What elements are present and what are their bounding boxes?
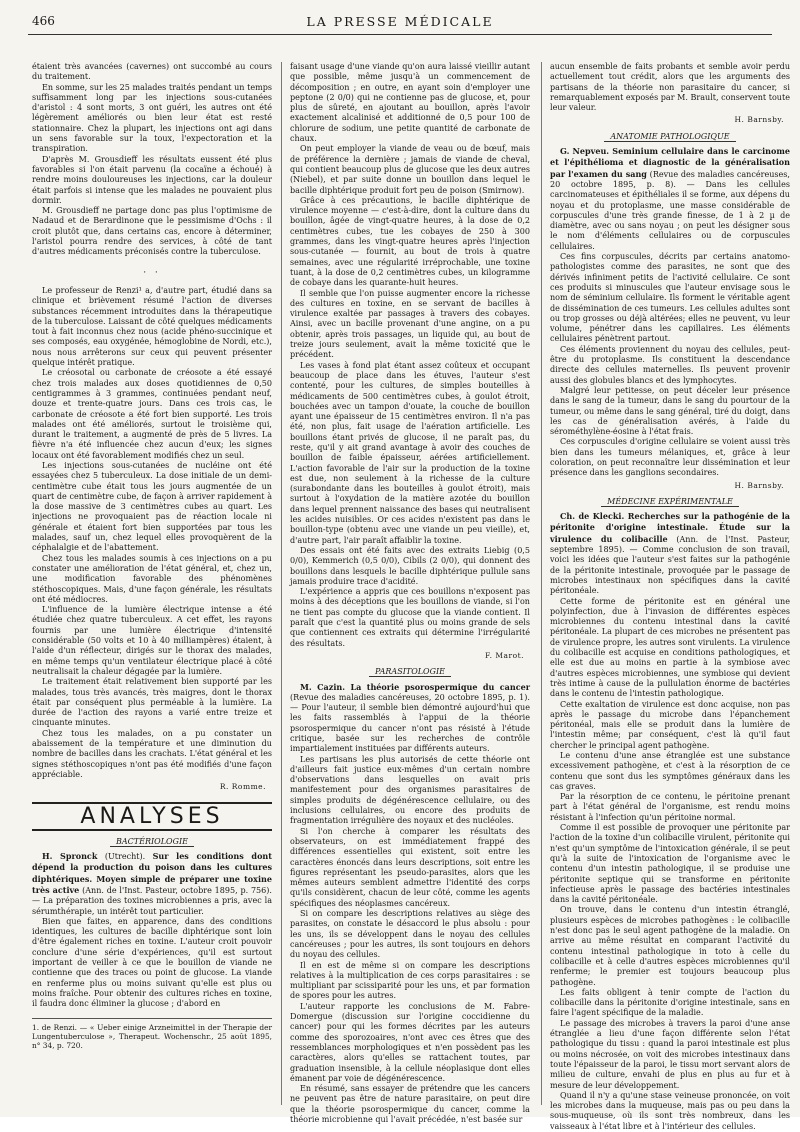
- section-heading-text: ANATOMIE PATHOLOGIQUE: [604, 132, 735, 142]
- article-reference: (Revue des maladies cancéreuses, 20 octobre 1895, p. 8). — Dans les cellules carcinomateuses et épithéliales il se forme, aux dépens du noyau et du protoplasme, une masse considérable de corpuscules d'une très grande finesse, de 1 à 2 µ de diamètre, avec ou sans noyau ; on peut les désigner sous le nom d'éléments cellulaires ou de corpuscules cellulaires.: [550, 169, 790, 251]
- paragraph: M. Grousdieff ne partage donc pas plus l'optimisme de Nadaud et de Berardinone que le pessimisme d'Ochs : il croit plutôt que, dans certains cas, encore à déterminer, l'aristol pourra rendre des services, à côté de tant d'autres médicaments préconisés contre la tuberculose.: [32, 206, 272, 257]
- paragraph: Chez tous les malades, on a pu constater un abaissement de la température et une diminution du nombre de bacilles dans les crachats. L'état général et les signes stéthoscopiques n'ont pas été modifiés d'une façon appréciable.: [32, 728, 272, 779]
- section-separator: · ·: [143, 267, 161, 278]
- article-reference: (Revue des maladies cancéreuses, 20 octobre 1895, p. 1). — Pour l'auteur, il semble bien démontré aujourd'hui que les faits rassemblés à l'appui de la théorie psorospermique du cancer n'ont pas résisté à l'étude critique, basée sur les recherches de contrôle impartialement instituées par différents auteurs.: [290, 692, 530, 754]
- paragraph: Quand il n'y a qu'une stase veineuse prononcée, on voit les microbes dans la muqueuse, mais pas ou peu dans la sous-muqueuse, où ils sont très nombreux, dans les vaisseaux à l'état libre et à l'intérieur des cellules.: [550, 1090, 790, 1131]
- paragraph: Cette forme de péritonite est en général une polyinfection, due à l'invasion de différentes espèces microbiennes du contenu intestinal dans la cavité péritonéale. La plupart de ces microbes ne présentent pas de virulence propre, les autres sont virulents. La virulence du colibacille est acquise en conditions pathologiques, et elle est due au moins en partie à la symbiose avec d'autres espèces microbiennes, une symbiose qui devient très intime à cause de la pullulation énorme de bactéries dans le contenu de l'intestin pathologique.: [550, 596, 790, 699]
- article-header: [32, 851, 272, 917]
- paragraph: aucun ensemble de faits probants et semble avoir perdu actuellement tout crédit, alors que les arguments des partisans de la théorie non parasitaire du cancer, si remarquablement exposés par M. Brault, conservent toute leur valeur.: [550, 62, 790, 113]
- paragraph: Par la résorption de ce contenu, le péritoine prenant part à l'état général de l'organisme, est rendu moins résistant à l'infection qu'un péritoine normal.: [550, 792, 790, 822]
- paragraph: L'influence de la lumière électrique intense a été étudiée chez quatre tuberculeux. A cet effet, les rayons fournis par une lumière électrique d'intensité considérable (50 volts et 10 à 40 milliampères) étaient, à l'aide d'un réflecteur, dirigés sur le thorax des malades, en même temps qu'un ventilateur électrique placé à côté neutralisait la chaleur dégagée par la lumière.: [32, 605, 272, 676]
- paragraph: Les faits obligent à tenir compte de l'action du colibacille dans la péritonite d'origine intestinale, sans en faire l'agent spécifique de la maladie.: [550, 987, 790, 1018]
- column-left: [32, 62, 272, 1107]
- paragraph: Le créosotal ou carbonate de créosote a été essayé chez trois malades aux doses quotidiennes de 0,50 centigrammes à 3 grammes, continuées pendant neuf, douze et trente-quatre jours. Dans ces trois cas, le carbonate de créosote a été fort bien supporté. Les trois malades ont été améliorés, surtout le troisième qui, durant le traitement, a augmenté de près de 5 livres. La fièvre n'a été influencée chez aucun d'eux; les signes locaux ont été favorablement modifiés chez un seul.: [32, 368, 272, 460]
- analyses-heading: ANALYSES: [32, 802, 272, 830]
- page-number: 466: [32, 14, 55, 28]
- paragraph: On peut employer la viande de veau ou de bœuf, mais de préférence la dernière ; jamais de viande de cheval, qui contient beaucoup plus de glucose que les deux autres (Niebel), et par suite donne un bouillon dans lequel le bacille diphtérique produit fort peu de poison (Smirnow).: [290, 144, 530, 195]
- paragraph: Malgré leur petitesse, on peut déceler leur présence dans le sang de la tumeur, dans le sang du pourtour de la tumeur, ou même dans le sang général, tiré du doigt, dans les cas de généralisation avérés, à l'aide du sérométhylène-éosine à l'état frais.: [550, 385, 790, 437]
- paragraph: Le traitement était relativement bien supporté par les malades, tous très avancés, très maigres, dont le thorax était par conséquent plus perméable à la lumière. La durée de l'action des rayons a varié entre treize et cinquante minutes.: [32, 677, 272, 728]
- paragraph: Les injections sous-cutanées de nucléine ont été essayées chez 5 tuberculeux. La dose initiale de un demi-centimètre cube était tous les jours augmentée de un quart de centimètre cube, de façon à arriver rapidement à la dose massive de 3 centimètres cubes au quart. Les injections ne provoquaient pas de réaction locale ni générale et étaient fort bien supportées par tous les malades, sauf un, chez lequel elles provoquèrent de la céphalalgie et de l'abattement.: [32, 460, 272, 553]
- article-title: La théorie psorospermique du cancer: [345, 681, 530, 692]
- journal-title: LA PRESSE MÉDICALE: [306, 14, 494, 29]
- paragraph: étaient très avancées (cavernes) ont succombé au cours du traitement.: [32, 62, 272, 82]
- paragraph: Cette exaltation de virulence est donc acquise, non pas après le passage du microbe dans l'épanchement péritonéal, mais elle se produit dans la lumière de l'intestin même; par conséquent, c'est là qu'il faut chercher le principal agent pathogène.: [550, 699, 790, 750]
- section-heading: [550, 132, 790, 142]
- paragraph: L'expérience a appris que ces bouillons n'exposent pas moins à des déceptions que les bouillons de viande, si l'on ne tient pas compte du glucose que la viande contient. Il paraît que c'est la quantité plus ou moins grande de sels que contiennent ces extraits qui détermine l'irrégularité des résultats.: [290, 587, 530, 648]
- paragraph: Le contenu d'une anse étranglée est une substance excessivement pathogène, et c'est à la résorption de ce contenu que sont dus les symptômes généraux dans les cas graves.: [550, 751, 790, 791]
- paragraph: Bien que faites, en apparence, dans des conditions identiques, les cultures de bacille diphtérique sont loin d'être également riches en toxine. L'auteur croit pouvoir conclure d'une série d'expériences, qu'il est surtout important de veiller à ce que le bouillon de viande ne contienne que des traces ou point de glucose. La viande en renferme plus ou moins suivant qu'elle est plus ou moins fraîche. Pour obtenir des cultures riches en toxine, il faudra donc éliminer la glucose ; d'abord en: [32, 916, 272, 1009]
- article-reference: (Ann. de l'Inst. Pasteur, octobre 1895, p. 756). — La préparation des toxines microbiennes a pris, avec la sérumthérapie, un intérêt tout particulier.: [32, 885, 272, 916]
- paragraph: Ces corpuscules d'origine cellulaire se voient aussi très bien dans les tumeurs mélaniques, et, grâce à leur coloration, on peut reconnaître leur dissémination et leur présence dans les ganglions secondaires.: [550, 437, 790, 478]
- article-city: (Utrecht).: [97, 852, 153, 862]
- article-title: Recherches sur la pathogénie de la péritonite d'origine intestinale. Étude sur la virulence du colibacille: [550, 511, 790, 544]
- paragraph: faisant usage d'une viande qu'on aura laissé vieillir autant que possible, même jusqu'à un commencement de décomposition ; en outre, en ayant soin d'employer une peptone (2 0/0) qui ne contienne pas de glucose, et, pour plus de sûreté, en ajoutant au bouillon, après l'avoir exactement alcalinisé et additionné de 0,5 pour 100 de chlorure de sodium, une petite quantité de carbonate de chaux.: [290, 62, 530, 144]
- paragraph: Il en est de même si on compare les descriptions relatives à la multiplication de ces corps parasitaires : se multipliant par scissiparité pour les uns, et par formation de spores pour les autres.: [290, 960, 530, 1001]
- article-title: Seminium cellulaire dans le carcinome et l'épithélioma et diagnostic de la généralisation par l'examen du sang: [550, 146, 790, 179]
- paragraph: Grâce à ces précautions, le bacille diphtérique de virulence moyenne — c'est-à-dire, dont la culture dans du bouillon, âgée de vingt-quatre heures, à la dose de 0,2 centimètres cubes, tue les cobayes de 250 à 300 grammes, dans les vingt-quatre heures après l'injection sous-cutanée — fournit, au bout de trois à quatre semaines, avec une régularité irréprochable, une toxine tuant, à la dose de 0,2 centimètres cubes, un kilogramme de cobaye dans les quarante-huit heures.: [290, 195, 530, 288]
- paragraph: En résumé, sans essayer de prétendre que les cancers ne peuvent pas être de nature parasitaire, on peut dire que la théorie psorospermique du cancer, comme la théorie microbienne qui l'avait précédée, n'est basée sur: [290, 1084, 530, 1124]
- paragraph: Ces fins corpuscules, décrits par certains anatomo-pathologistes comme des parasites, ne sont que des dérivés infiniment petits de l'activité cellulaire. Ce sont ces produits si minuscules que l'auteur envisage sous le nom de séminium cellulaire. Ils forment le véritable agent de dissémination de ces tumeurs. Les cellules adultes sont ou trop grosses ou déjà altérées; elles ne peuvent, vu leur volume, pénétrer dans les capillaires. Les éléments cellulaires pénètrent partout.: [550, 252, 790, 344]
- paragraph: Ces éléments proviennent du noyau des cellules, peut-être du protoplasme. Ils constituent la descendance directe des cellules maternelles. Ils peuvent provenir aussi des globules blancs et des lymphocytes.: [550, 344, 790, 385]
- author-signature: H. Barnsby.: [734, 115, 784, 125]
- paragraph: Si l'on cherche à comparer les résultats des observateurs, on est immédiatement frappé des différences essentielles qui existent, soit entre les caractères énoncés dans leurs descriptions, soit entre les figures représentant les pseudo-parasites, alors que les mêmes auteurs semblent admettre l'identité des corps qu'ils considèrent, chacun de leur côté, comme les agents spécifiques des néoplasmes cancéreux.: [290, 826, 530, 908]
- article-author: G. Nepveu.: [560, 146, 610, 157]
- paragraph: Le passage des microbes à travers la paroi d'une anse étranglée a lieu d'une façon différente selon l'état pathologique du tissu : quand la paroi intestinale est plus ou moins nécrosée, on voit des microbes intestinaux dans toute l'épaisseur de la paroi, le tissu mort servant alors de milieu de culture, envahi de plus en plus au fur et à mesure de leur développement.: [550, 1018, 790, 1090]
- article-header: [550, 146, 790, 252]
- paragraph: Chez tous les malades soumis à ces injections on a pu constater une amélioration de l'état général, et, chez un, une modification favorable des phénomènes stéthoscopiques. Mais, d'une façon générale, les résultats ont été médiocres.: [32, 553, 272, 604]
- author-signature: H. Barnsby.: [734, 480, 784, 490]
- section-heading-text: PARASITOLOGIE: [369, 667, 451, 677]
- column-divider-2: [541, 62, 542, 1105]
- paragraph: En somme, sur les 25 malades traités pendant un temps suffisamment long par les injections sous-cutanées d'aristol : 4 sont morts, 3 ont guéri, les autres ont été légèrement améliorés ou bien leur état est resté stationnaire. Chez la plupart, les injections ont agi dans un sens favorable sur la toux, l'expectoration et la transpiration.: [32, 82, 272, 154]
- section-heading-text: MÉDECINE EXPÉRIMENTALE: [601, 497, 739, 507]
- section-heading: [290, 667, 530, 677]
- paragraph: Si on compare les descriptions relatives au siège des parasites, on constate le désaccord le plus absolu : pour les uns, ils se développent dans le noyau des cellules cancéreuses ; pour les autres, ils sont toujours en dehors du noyau des cellules.: [290, 909, 530, 960]
- section-heading-text: BACTÉRIOLOGIE: [110, 837, 194, 847]
- article-header: [550, 511, 790, 596]
- author-signature: R. Romme.: [219, 782, 266, 792]
- paragraph: Il semble que l'on puisse augmenter encore la richesse des cultures en toxine, en se servant de bacilles à virulence exaltée par passages à travers des cobayes. Ainsi, avec un bacille provenant d'une angine, on a pu obtenir, après trois passages, un liquide qui, au bout de treize jours seulement, avait la même toxicité que le précédent.: [290, 288, 530, 360]
- article-author: Ch. de Klecki.: [560, 511, 625, 522]
- paragraph: Le professeur de Renzi¹ a, d'autre part, étudié dans sa clinique et brièvement résumé l'action de diverses substances récemment introduites dans la thérapeutique de la tuberculose. Laissant de côté quelques médicaments tout à fait inconnus chez nous (acide phéno-succinique et ses composés, eau oxygénée, hémoglobine de Nordi, etc.), nous nous arrêterons sur ceux qui peuvent présenter quelque intérêt pratique.: [32, 285, 272, 368]
- paragraph: D'après M. Grousdieff les résultats eussent été plus favorables si l'on était parvenu (la cocaïne a échoué) à rendre moins douloureuses les injections, car la douleur était parfois si intense que les malades ne pouvaient plus dormir.: [32, 154, 272, 205]
- page-header: [28, 12, 772, 35]
- column-middle: [290, 62, 530, 1124]
- paragraph: Les vases à fond plat étant assez coûteux et occupant beaucoup de place dans les étuves, l'auteur s'est contenté, pour les cultures, de simples bouteilles à médicaments de 500 centimètres cubes, à goulot étroit, bouchées avec un tampon d'ouate, la couche de bouillon ayant une épaisseur de 15 centimètres environ. Il n'a pas été, non plus, fait usage de l'aération artificielle. Les bouillons étant privés de glucose, il ne paraît pas, du reste, qu'il y ait grand avantage à avoir des couches de bouillon de faible épaisseur, aérées artificiellement. L'action favorable de l'air sur la production de la toxine est due, non seulement à la richesse de la culture (surabondante dans les bouteilles à goulot étroit), mais surtout à l'oxydation de la matière azotée du bouillon dans lequel prennent naissance des bases qui neutralisent les acides nuisibles. Or ces acides n'existent pas dans le bouillon-type (obtenu avec une viande un peu vieille), et, d'autre part, l'air paraît affaiblir la toxine.: [290, 360, 530, 545]
- article-title: Sur les conditions dont dépend la production du poison dans les cultures diphtériques. Moyen simple de préparer une toxine très active: [32, 851, 272, 895]
- paragraph: Des essais ont été faits avec des extraits Liebig (0,5 0/0), Kemmerich (0,5 0/0), Cibils (2 0/0), qui donnent des bouillons dans lesquels le bacille diphtérique pullule sans jamais produire trace d'acidité.: [290, 545, 530, 586]
- article-author: H. Spronck: [42, 851, 98, 862]
- paragraph: Comme il est possible de provoquer une péritonite par l'action de la toxine d'un colibacille virulent, péritonite qui n'est qu'un symptôme de l'intoxication générale, il se peut qu'à la suite de l'intoxication de l'organisme avec le contenu d'un intestin pathologique, il se produise une péritonite septique qui se transforme en péritonite infectieuse après le passage des bactéries intestinales dans la cavité péritonéale.: [550, 823, 790, 905]
- column-right: [550, 62, 790, 1131]
- column-divider-1: [281, 62, 282, 1105]
- paragraph: On trouve, dans le contenu d'un intestin étranglé, plusieurs espèces de microbes pathogènes : le colibacille n'est donc pas le seul agent pathogène de la maladie. On arrive au même résultat en comparant l'activité du contenu intestinal pathologique in toto à celle du colibacille et à celle d'autres espèces microbiennes qu'il renferme; le premier est toujours beaucoup plus pathogène.: [550, 905, 790, 987]
- article-author: M. Cazin.: [300, 681, 346, 692]
- section-heading: [32, 837, 272, 847]
- article-reference: (Ann. de l'Inst. Pasteur, septembre 1895). — Comme conclusion de son travail, voici les idées que l'auteur s'est faites sur la pathogénie de la péritonite intestinale, provoquée par le passage de microbes intestinaux non spécifiques dans la cavité péritonéale.: [550, 534, 790, 596]
- paragraph: L'auteur rapporte les conclusions de M. Fabre-Domergue (discussion sur l'origine coccidienne du cancer) pour qui les formes décrites par les auteurs comme des sporozoaires, n'ont avec ces êtres que des ressemblances morphologiques et n'en possèdent pas les caractères, alors qu'elles se rattachent toutes, par graduation insensible, à la cellule néoplasique dont elles émanent par voie de dégénérescence.: [290, 1001, 530, 1083]
- author-signature: F. Marot.: [485, 650, 524, 660]
- article-header: [290, 682, 530, 755]
- footnote: 1. de Renzi. — « Ueber einige Arzneimittel in der Therapie der Lungentuberculose », Therapeut. Wochenschr., 25 août 1895, n° 34, p. 720.: [32, 1018, 272, 1051]
- paragraph: Les partisans les plus autorisés de cette théorie ont d'ailleurs fait justice eux-mêmes d'un certain nombre d'observations dans lesquelles on avait pris manifestement pour des organismes parasitaires de simples produits de dégénérescence cellulaire, ou des inclusions cellulaires, ou encore des produits de fragmentation irrégulière des noyaux et des nucléoles.: [290, 754, 530, 826]
- section-heading: [550, 497, 790, 507]
